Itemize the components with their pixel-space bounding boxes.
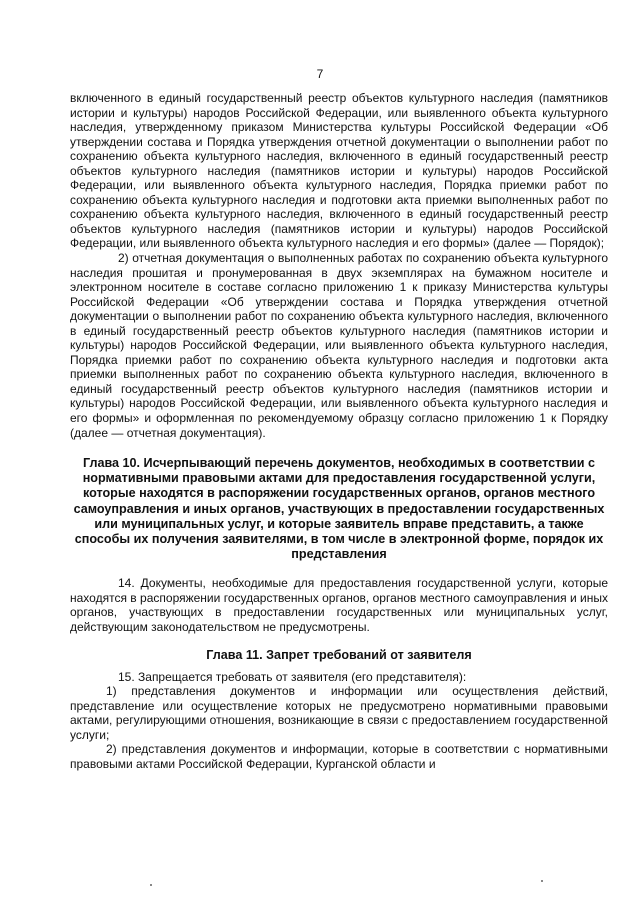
paragraph-14: 14. Документы, необходимые для предоставления государственной услуги, которые находятся в распоряжении государственных органов, органов местного самоуправления и иных органов, участвующих в предоставлении государственных или муниципальных услуг, действующим законодательством не предусмотрены. <box>70 576 608 634</box>
page-number: 7 <box>316 67 324 81</box>
chapter-11-heading: Глава 11. Запрет требований от заявителя <box>206 648 472 663</box>
paragraph-item-2: 2) отчетная документация о выполненных работах по сохранению объекта культурного наследия прошитая и пронумерованная в двух экземплярах на бумажном носителе и электронном носителе в составе согласно приложению 1 к приказу Министерства культуры Российской Федерации «Об утверждении состава и Порядка утверждения отчетной документации о выполнении работ по сохранению объекта культурного наследия, включенного в единый государственный реестр объектов культурного наследия (памятников истории и культуры) народов Российской Федерации, или выявленного объекта культурного наследия, Порядка приемки работ по сохранению объекта культурного наследия и подготовки акта приемки выполненных работ по сохранению объекта культурного наследия, включенного в единый государственный реестр объектов культурного наследия (памятников истории и культуры) народов Российской Федерации, или выявленного объекта культурного наследия и его формы» и оформленная по рекомендуемому образцу согласно приложению 1 к Порядку (далее — отчетная документация). <box>70 251 608 440</box>
paragraph-15-item-1: 1) представления документов и информации или осуществления действий, представление или осуществление которых не предусмотрено нормативными правовыми актами, регулирующими отношения, возникающие в связи с предоставлением государственной услуги; <box>70 684 608 742</box>
document-body <box>70 91 608 771</box>
scan-speck <box>150 884 152 886</box>
paragraph-15: 15. Запрещается требовать от заявителя (его представителя): <box>118 669 467 684</box>
scan-speck <box>541 880 543 882</box>
paragraph-15-item-2: 2) представления документов и информации, которые в соответствии с нормативными правовыми актами Российской Федерации, Курганской области и <box>70 742 608 771</box>
chapter-10-heading: Глава 10. Исчерпывающий перечень документов, необходимых в соответствии с нормативными правовыми актами для предоставления государственной услуги, которые находятся в распоряжении государственных органов, органов местного самоуправления и иных органов, участвующих в предоставлении государственных или муниципальных услуг, и которые заявитель вправе представить, а также способы их получения заявителями, в том числе в электронной форме, порядок их представления <box>73 456 605 562</box>
paragraph-continuation: включенного в единый государственный реестр объектов культурного наследия (памятников истории и культуры) народов Российской Федерации, или выявленного объекта культурного наследия, утвержденному приказом Министерства культуры Российской Федерации «Об утверждении состава и Порядка утверждения отчетной документации о выполнении работ по сохранению объекта культурного наследия, включенного в единый государственный реестр объектов культурного наследия (памятников истории и культуры) народов Российской Федерации, или выявленного объекта культурного наследия, Порядка приемки работ по сохранению объекта культурного наследия и подготовки акта приемки выполненных работ по сохранению объекта культурного наследия, включенного в единый государственный реестр объектов культурного наследия (памятников истории и культуры) народов Российской Федерации, или выявленного объекта культурного наследия и его формы» (далее — Порядок); <box>70 91 608 251</box>
